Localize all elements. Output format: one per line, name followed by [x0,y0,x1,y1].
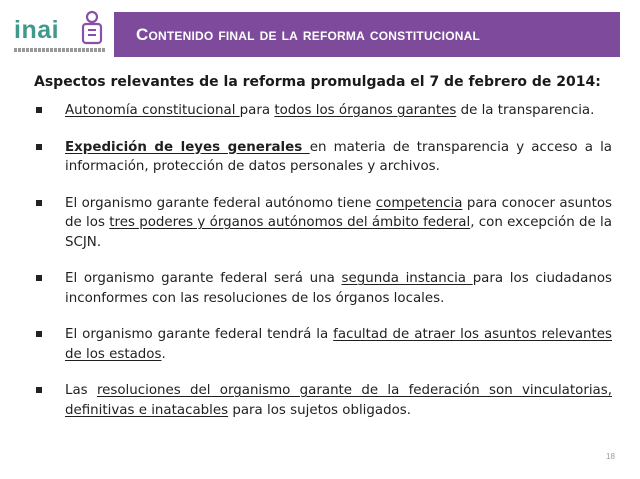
bullet-text: Autonomía constitucional [65,103,240,118]
bullet-text: Las [65,383,97,398]
bullet-text: competencia [375,195,463,211]
bullet-item [34,138,612,177]
inai-logo [14,10,106,58]
inai-emblem-icon [78,10,106,46]
square-bullet-icon [36,387,42,393]
page-number: 18 [606,452,615,461]
bullet-text: facultad de atraer los asuntos relevantes de los estados [65,327,612,362]
square-bullet-icon [36,200,42,206]
square-bullet-icon [36,107,42,113]
bullet-text: . [161,346,166,362]
title-bar [114,12,620,57]
bullet-item [34,269,612,308]
bullet-text: para conocer asuntos de los [65,195,612,230]
slide-content [34,74,612,437]
bullet-text: para los ciudadanos inconformes con las resoluciones de los órganos locales. [65,271,612,306]
bullet-text: Expedición de leyes generales [65,139,310,155]
square-bullet-icon [36,331,42,337]
bullet-text: El organismo garante federal autónomo tiene [65,195,376,211]
bullet-item [34,381,612,420]
bullet-text: , con excepción de la SCJN. [65,215,612,250]
bullet-text: El organismo garante federal tendrá la [65,327,334,342]
bullet-item [34,101,612,121]
square-bullet-icon [36,275,42,281]
bullet-text: El organismo garante federal será una [65,271,342,286]
logo-text: inai [14,16,60,44]
bullet-text: segunda instancia [341,271,473,286]
bullet-item [34,325,612,364]
bullet-text: todos los órganos garantes [274,103,457,118]
bullet-text: resoluciones del organismo garante de la federación son vinculatorias, definitivas e inatacables [65,383,612,418]
logo-subtitle [14,48,106,52]
bullet-text: para los sujetos obligados. [228,402,412,418]
bullet-text: para [239,103,275,118]
bullet-text: de la transparencia. [456,103,595,118]
bullet-list [34,101,612,420]
bullet-item [34,194,612,253]
slide-title: Contenido final de la reforma constitucional [136,24,481,44]
square-bullet-icon [36,144,42,150]
bullet-text: tres poderes y órganos autónomos del ámbito federal [109,215,471,230]
bullet-text: en materia de transparencia y acceso a la información, protección de datos personales y archivos. [65,139,613,174]
intro-heading: Aspectos relevantes de la reforma promulgada el 7 de febrero de 2014: [34,74,601,90]
